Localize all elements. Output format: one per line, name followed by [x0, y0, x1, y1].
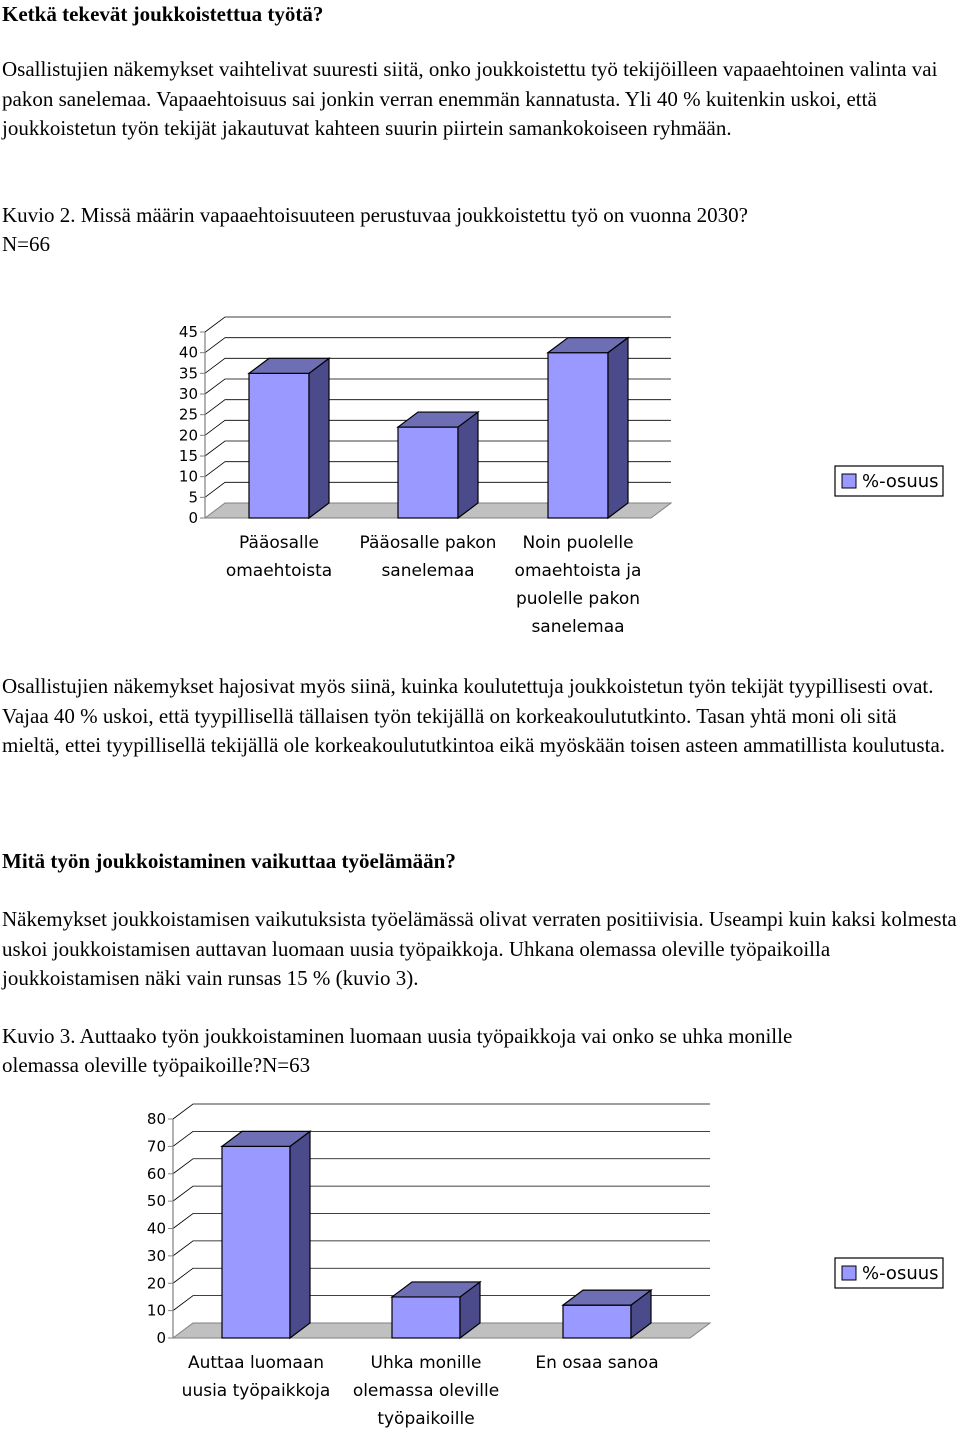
- figure-2-caption: Kuvio 2. Missä määrin vapaaehtoisuuteen perustuvaa joukkoistettu työ on vuonna 2030?: [2, 203, 748, 227]
- paragraph-3: Näkemykset joukkoistamisen vaikutuksista työelämässä olivat verraten positiivisia. Useampi kuin kaksi kolmesta uskoi joukkoistamisen auttavan luomaan uusia työpaikkoja. Uhkana olemassa oleville työpaikoilla joukkoistamisen näki vain runsas 15 % (kuvio 3).: [2, 907, 957, 990]
- paragraph-2: Osallistujien näkemykset hajosivat myös siinä, kuinka koulutettuja joukkoistetun työn tekijät tyypillisesti ovat. Vajaa 40 % uskoi, että tyypillisellä tällaisen työn tekijällä on korkeakoulututkinto. Tasan yhtä moni oli sitä mieltä, ettei tyypillisellä tekijällä ole korkeakoulututkintoa eikä myöskään toisen asteen ammatillista koulutusta.: [2, 674, 946, 757]
- category-label: En osaa sanoa: [535, 1353, 659, 1373]
- bar-side: [458, 412, 478, 518]
- legend-swatch: [842, 474, 856, 488]
- bar-front: [222, 1146, 290, 1338]
- y-tick-label: 0: [188, 509, 198, 527]
- y-tick-label: 15: [178, 447, 198, 465]
- y-tick-label: 30: [178, 385, 198, 403]
- legend-label: %-osuus: [862, 471, 939, 492]
- category-label: puolelle pakon: [515, 589, 641, 609]
- y-tick-label: 35: [178, 364, 198, 383]
- category-label: sanelemaa: [381, 561, 475, 581]
- bar-front: [548, 353, 608, 518]
- y-tick-label: 20: [146, 1274, 166, 1293]
- category-label: Pääosalle pakon: [359, 533, 497, 553]
- gridline: [205, 317, 671, 332]
- y-tick-label: 30: [146, 1246, 166, 1265]
- figure-3-caption: Kuvio 3. Auttaako työn joukkoistaminen luomaan uusia työpaikkoja vai onko se uhka monille: [2, 1024, 793, 1048]
- y-tick-label: 10: [146, 1301, 166, 1320]
- figure-2-caption-n: N=66: [2, 232, 51, 256]
- y-tick-label: 20: [178, 426, 198, 445]
- bar-side: [309, 358, 329, 518]
- category-label: omaehtoista ja: [514, 561, 642, 581]
- figure-3-bar-chart: [0, 1090, 960, 1432]
- gridline: [173, 1104, 710, 1119]
- y-tick-label: 45: [178, 323, 198, 341]
- category-label: uusia työpaikkoja: [181, 1381, 331, 1401]
- category-label: Uhka monille: [370, 1353, 482, 1373]
- figure-2-bar-chart: [0, 300, 960, 645]
- category-label: Pääosalle: [239, 533, 319, 553]
- section-heading-1: Ketkä tekevät joukkoistettua työtä?: [2, 2, 324, 26]
- category-label: olemassa oleville: [352, 1381, 500, 1401]
- y-tick-label: 40: [146, 1219, 166, 1238]
- bar-front: [249, 373, 309, 518]
- bar-side: [290, 1131, 310, 1338]
- section-heading-2: Mitä työn joukkoistaminen vaikuttaa työelämään?: [2, 849, 456, 873]
- y-tick-label: 5: [188, 488, 198, 507]
- category-label: Auttaa luomaan: [187, 1353, 325, 1373]
- bar-front: [563, 1305, 631, 1338]
- category-label: omaehtoista: [225, 561, 333, 581]
- figure-3-caption-line2: olemassa oleville työpaikoille?N=63: [2, 1053, 311, 1077]
- y-tick-label: 0: [156, 1329, 166, 1347]
- category-label: Noin puolelle: [522, 533, 634, 553]
- paragraph-1: Osallistujien näkemykset vaihtelivat suuresti siitä, onko joukkoistettu työ tekijöilleen vapaaehtoinen valinta vai pakon sanelemaa. Vapaaehtoisuus sai jonkin verran enemmän kannatusta. Yli 40 % kuitenkin uskoi, että joukkoistetun työn tekijät jakautuvat kahteen suurin piirtein samankokoiseen ryhmään.: [2, 57, 938, 140]
- y-tick-label: 25: [178, 405, 198, 424]
- category-label: sanelemaa: [531, 617, 625, 637]
- legend-label: %-osuus: [862, 1263, 939, 1284]
- category-label: työpaikoille: [377, 1409, 475, 1429]
- y-tick-label: 40: [178, 343, 198, 362]
- y-tick-label: 50: [146, 1192, 166, 1211]
- chart-wall: [205, 317, 225, 518]
- y-tick-label: 60: [146, 1164, 166, 1183]
- bar-side: [608, 338, 628, 518]
- y-tick-label: 80: [146, 1110, 166, 1128]
- bar-front: [398, 427, 458, 518]
- y-tick-label: 10: [178, 467, 198, 486]
- y-tick-label: 70: [146, 1137, 166, 1156]
- legend-swatch: [842, 1266, 856, 1280]
- bar-front: [392, 1297, 460, 1338]
